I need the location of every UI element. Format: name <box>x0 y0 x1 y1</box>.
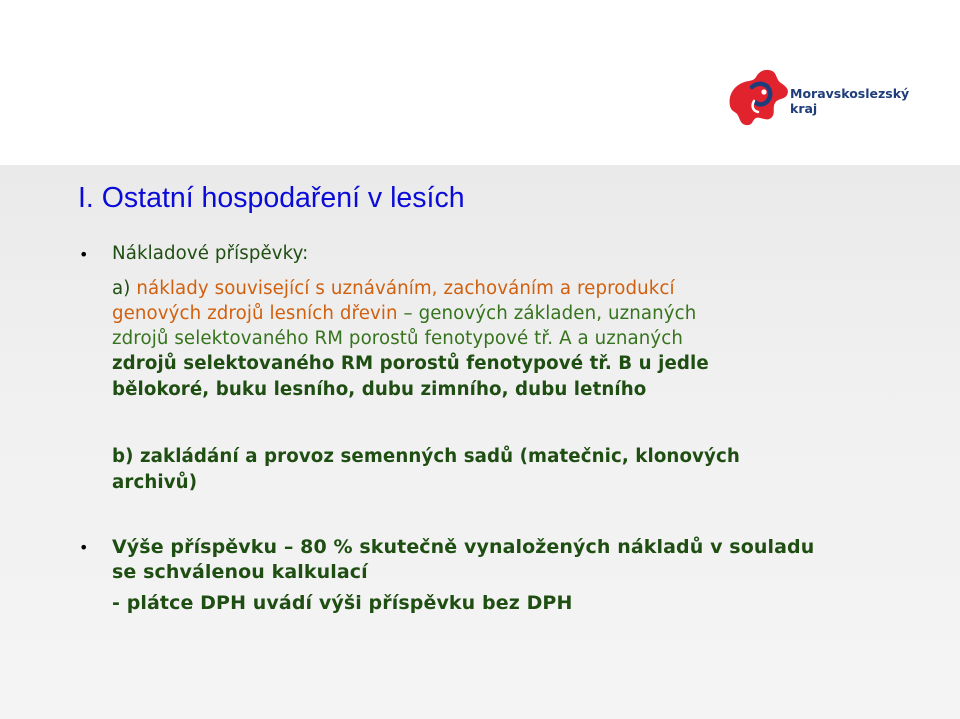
bullet-marker: • <box>79 538 89 557</box>
item-a-detail: – genových základen, uznaných <box>397 303 697 324</box>
logo-wordmark <box>790 86 925 116</box>
logo-text-line-2: kraj <box>790 101 818 116</box>
region-emblem-icon <box>724 62 796 130</box>
item-a-line-2 <box>112 302 696 326</box>
contribution-rate-line-1: Výše příspěvku – 80 % skutečně vynaložených nákladů v souladu <box>112 536 815 558</box>
vat-payer-note: - plátce DPH uvádí výši příspěvku bez DPH <box>112 592 573 614</box>
item-a-line-5: bělokoré, buku lesního, dubu zimního, dubu letního <box>112 379 647 400</box>
contribution-rate-line-2: se schválenou kalkulací <box>112 561 368 583</box>
item-a-topic: náklady související s uznáváním, zachováním a reprodukcí <box>136 278 675 299</box>
item-a-prefix: a) <box>112 278 137 299</box>
bullet-marker: • <box>79 245 89 264</box>
item-b-line-2: archivů) <box>112 472 198 493</box>
contribution-heading: Nákladové příspěvky: <box>112 243 309 264</box>
item-a-line-3: zdrojů selektovaného RM porostů fenotypové tř. A a uznaných <box>112 328 683 349</box>
item-a-line-4: zdrojů selektovaného RM porostů fenotypové tř. B u jedle <box>112 353 709 374</box>
item-b-line-1: b) zakládání a provoz semenných sadů (matečnic, klonových <box>112 446 740 467</box>
item-a-topic-cont: genových zdrojů lesních dřevin <box>112 303 398 324</box>
item-a-line-1 <box>112 277 675 301</box>
slide-header <box>0 0 960 165</box>
moravskoslezsky-kraj-logo <box>724 62 924 132</box>
slide-title: I. Ostatní hospodaření v lesích <box>78 182 465 214</box>
logo-text-line-1: Moravskoslezský <box>790 86 910 101</box>
